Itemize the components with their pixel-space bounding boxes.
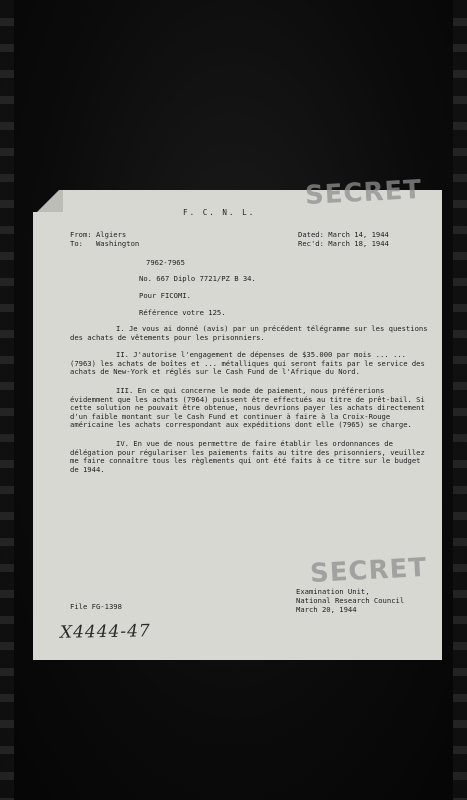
file-number: File FG-1398 xyxy=(70,602,122,611)
pour-line: Pour FICOMI. xyxy=(139,291,191,300)
exam-unit-line2: National Research Council xyxy=(296,596,405,605)
received-line: Rec'd: March 18, 1944 xyxy=(298,239,389,248)
paragraph-4: IV. En vue de nous permettre de faire établir les ordonnances de délégation pour régulariser les paiements faits au titre des prisonniers, veuillez me faire connaître tous les règlements qui ont été faits à ce titre sur le budget de 1944. xyxy=(70,439,425,474)
secret-stamp-top: SECRET xyxy=(304,174,423,212)
paragraph-3: III. En ce qui concerne le mode de paiement, nous préférerions évidemment que les achats (7964) puissent être effectués au titre de prêt-bail. Si cette solution ne pouvait être obtenue, nous devrions payer les achats directement d'un faible montant sur le Cash Fund et continuer à faire à la Croix-Rouge américaine les achats correspondant aux expéditions dont elle (7965) se charge. xyxy=(70,386,425,430)
reference-line: Référence votre 125. xyxy=(139,308,226,317)
secret-stamp-bottom: SECRET xyxy=(309,552,428,590)
dated-line: Dated: March 14, 1944 xyxy=(298,230,389,239)
paragraph-2: II. J'autorise l'engagement de dépenses de $35.000 par mois ... ... (7963) les achats de boîtes et ... métalliques qui seront faits par le service des achats de New-York et réglés sur le Cash Fund de l'Afrique du Nord. xyxy=(70,350,425,377)
to-line: To: Washington xyxy=(70,239,140,248)
paragraph-1: I. Je vous ai donné (avis) par un précédent télégramme sur les questions des achats de vêtements pour les prisonniers. xyxy=(70,324,428,342)
handwritten-number: X4444-47 xyxy=(59,621,151,643)
exam-unit-line3: March 20, 1944 xyxy=(296,605,357,614)
number-line: No. 667 Diplo 7721/PZ B 34. xyxy=(139,274,256,283)
reference-range: 7962-7965 xyxy=(146,258,185,267)
exam-unit-line1: Examination Unit, xyxy=(296,587,370,596)
from-line: From: Algiers xyxy=(70,230,127,239)
header-code: F. C. N. L. xyxy=(183,208,256,217)
